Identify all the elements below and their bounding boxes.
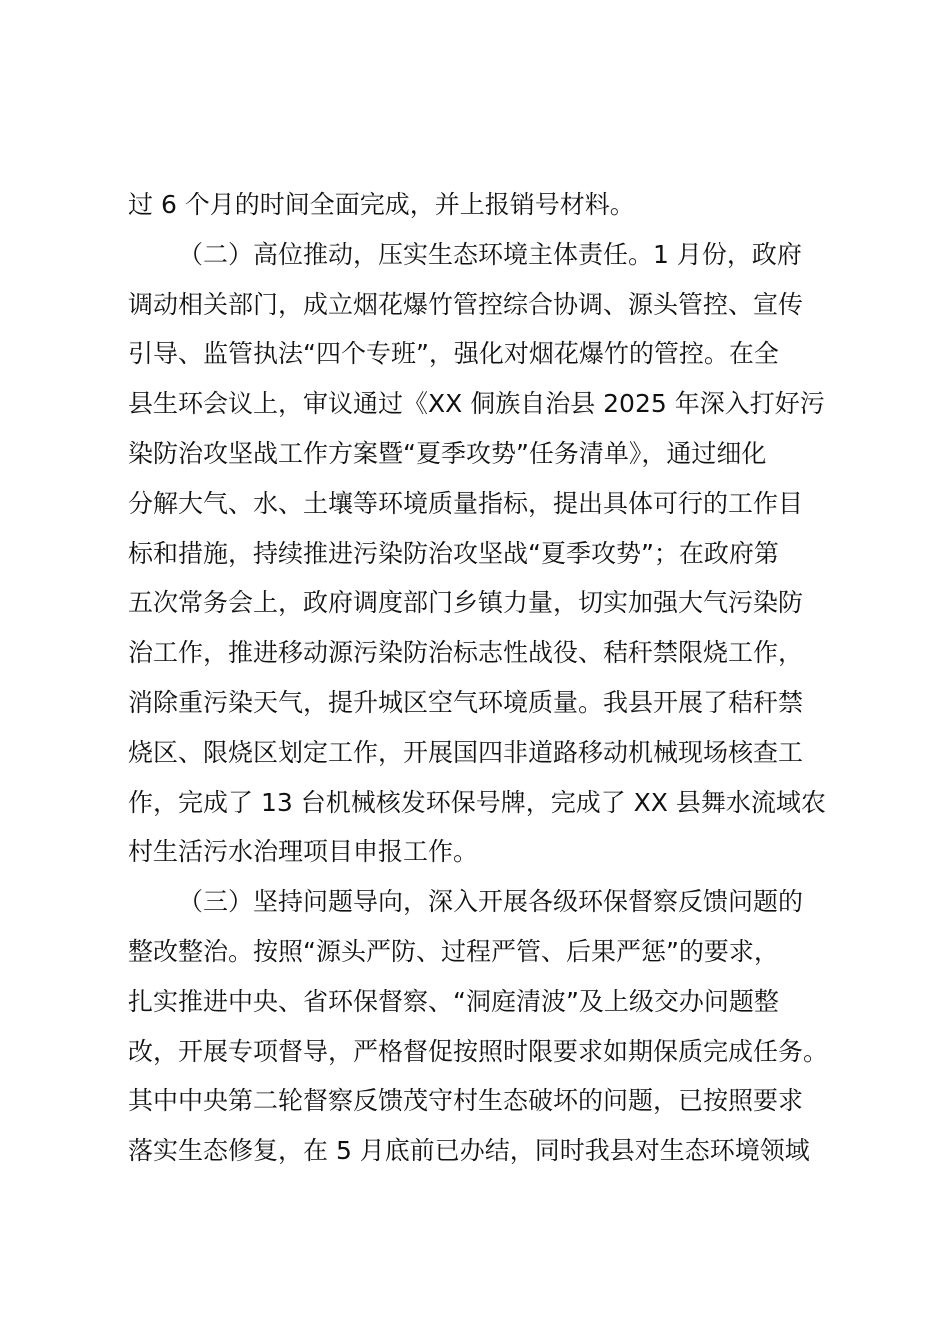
body-text [128, 180, 848, 1176]
text-line: 县生环会议上，审议通过《XX 侗族自治县 2025 年深入打好污 [128, 389, 825, 419]
text-line: 扎实推进中央、省环保督察、“洞庭清波”及上级交办问题整 [128, 986, 779, 1016]
text-line: 治工作，推进移动源污染防治标志性战役、秸秆禁限烧工作， [128, 638, 804, 668]
text-line: （三）坚持问题导向，深入开展各级环保督察反馈问题的 [178, 887, 804, 917]
text-line: 过 6 个月的时间全面完成，并上报销号材料。 [128, 190, 635, 219]
text-line: 整改整治。按照“源头严防、过程严管、后果严惩”的要求， [128, 936, 779, 966]
text-line: 村生活污水治理项目申报工作。 [128, 837, 479, 867]
text-line: 落实生态修复，在 5 月底前已办结，同时我县对生态环境领域 [128, 1136, 810, 1166]
text-line: （二）高位推动，压实生态环境主体责任。1 月份，政府 [178, 239, 802, 269]
text-line: 引导、监管执法“四个专班”，强化对烟花爆竹的管控。在全 [128, 339, 779, 369]
text-line: 消除重污染天气，提升城区空气环境质量。我县开展了秸秆禁 [128, 687, 804, 717]
text-line: 作，完成了 13 台机械核发环保号牌，完成了 XX 县舞水流域农 [128, 787, 826, 817]
text-line: 标和措施，持续推进污染防治攻坚战“夏季攻势”；在政府第 [128, 538, 779, 568]
text-line: 烧区、限烧区划定工作，开展国四非道路移动机械现场核查工 [128, 737, 804, 767]
text-line: 改，开展专项督导，严格督促按照时限要求如期保质完成任务。 [128, 1036, 829, 1066]
text-line: 五次常务会上，政府调度部门乡镇力量，切实加强大气污染防 [128, 588, 804, 618]
text-line: 染防治攻坚战工作方案暨“夏季攻势”任务清单》，通过细化 [128, 438, 767, 468]
text-line: 分解大气、水、土壤等环境质量指标，提出具体可行的工作目 [128, 488, 804, 518]
text-line: 其中中央第二轮督察反馈茂守村生态破坏的问题，已按照要求 [128, 1086, 804, 1116]
text-line: 调动相关部门，成立烟花爆竹管控综合协调、源头管控、宣传 [128, 289, 804, 319]
